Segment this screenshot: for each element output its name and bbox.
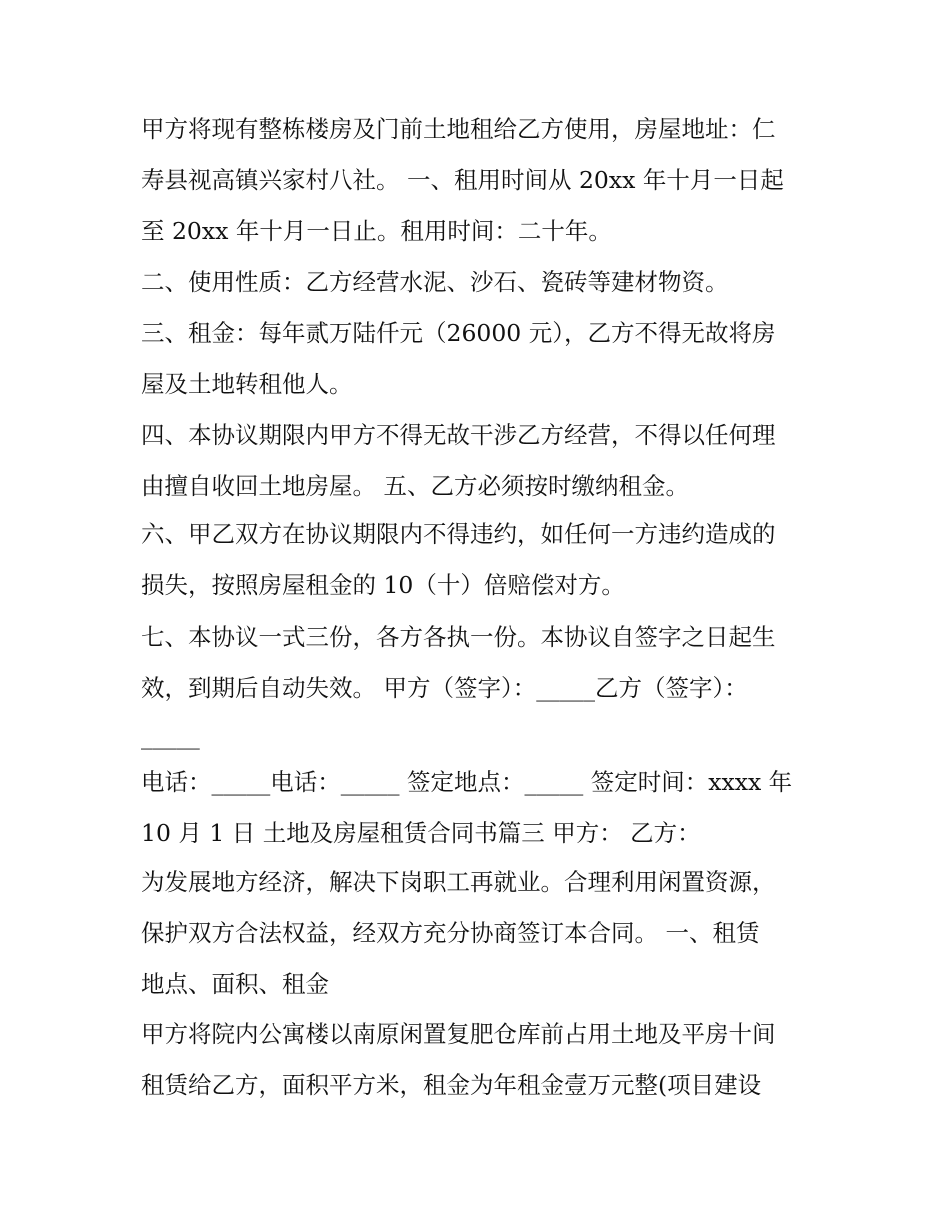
text-line: 甲方将现有整栋楼房及门前土地租给乙方使用，房屋地址：仁	[141, 115, 776, 143]
text-line: 效，到期后自动失效。 甲方（签字）：_____乙方（签字）：	[141, 674, 748, 702]
text-line: 甲方将院内公寓楼以南原闲置复肥仓库前占用土地及平房十间	[141, 1020, 776, 1048]
text-line: 三、租金：每年贰万陆仟元（26000 元），乙方不得无故将房	[141, 319, 776, 347]
text-line: 寿县视高镇兴家村八社。 一、租用时间从 20xx 年十月一日起	[141, 166, 784, 194]
text-line: 七、本协议一式三份，各方各执一份。本协议自签字之日起生	[141, 623, 776, 651]
text-line: 二、使用性质：乙方经营水泥、沙石、瓷砖等建材物资。	[141, 268, 729, 296]
text-line: 保护双方合法权益，经双方充分协商签订本合同。 一、租赁	[141, 919, 760, 947]
text-line: _____	[141, 722, 200, 750]
text-line: 租赁给乙方，面积平方米，租金为年租金壹万元整(项目建设	[141, 1071, 762, 1099]
text-line: 损失，按照房屋租金的 10（十）倍赔偿对方。	[141, 571, 625, 599]
text-line: 地点、面积、租金	[141, 970, 329, 998]
text-line: 电话：_____电话：_____ 签定地点：_____ 签定时间：xxxx 年	[141, 768, 793, 796]
text-line: 为发展地方经济，解决下岗职工再就业。合理利用闲置资源，	[141, 868, 776, 896]
text-line: 屋及土地转租他人。	[141, 370, 353, 398]
text-line: 至 20xx 年十月一日止。租用时间：二十年。	[141, 217, 612, 245]
text-line: 六、甲乙双方在协议期限内不得违约，如任何一方违约造成的	[141, 520, 776, 548]
text-line: 由擅自收回土地房屋。 五、乙方必须按时缴纳租金。	[141, 472, 689, 500]
text-line: 10 月 1 日 土地及房屋租赁合同书篇三 甲方： 乙方：	[141, 819, 701, 847]
text-line: 四、本协议期限内甲方不得无故干涉乙方经营，不得以任何理	[141, 421, 776, 449]
